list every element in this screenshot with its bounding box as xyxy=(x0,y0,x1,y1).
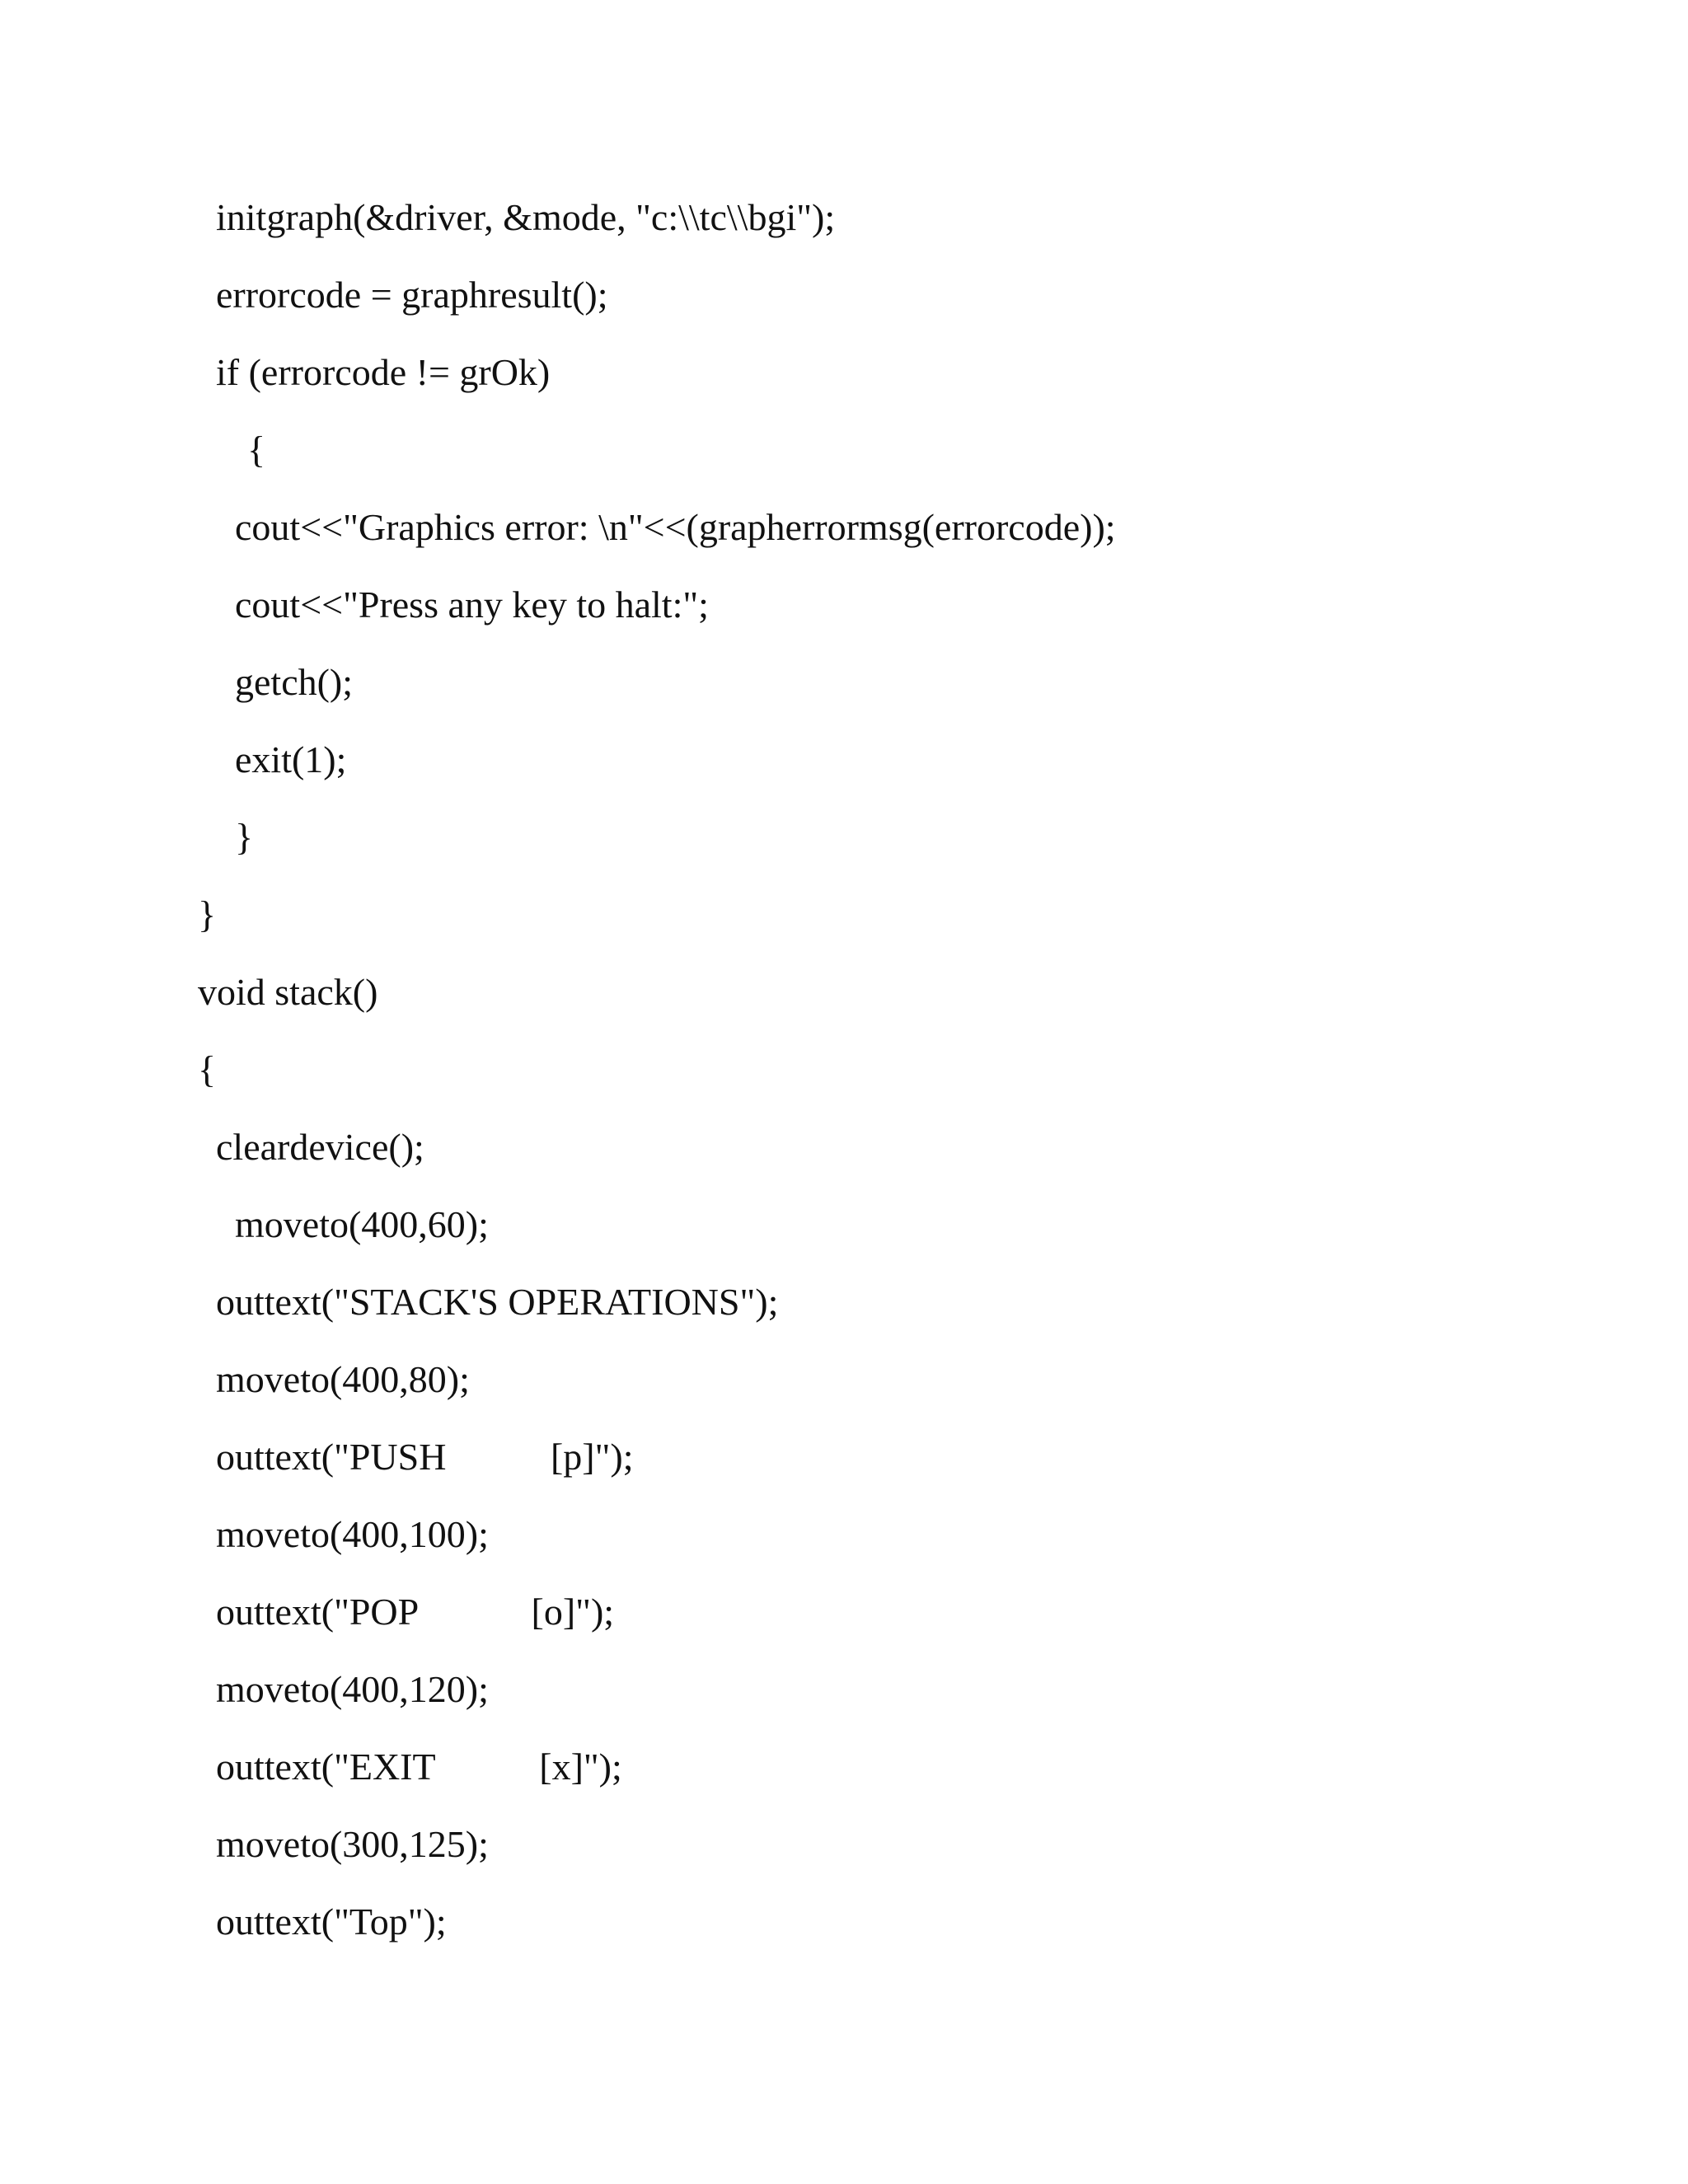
code-line-void-stack: void stack() xyxy=(198,971,378,1013)
code-line-if-check: if (errorcode != grOk) xyxy=(216,351,551,393)
code-line-close-brace: } xyxy=(198,893,217,935)
code-line-initgraph: initgraph(&driver, &mode, "c:\\tc\\bgi"); xyxy=(216,196,836,238)
code-line-errorcode: errorcode = graphresult(); xyxy=(216,274,608,316)
code-line-outtext-pop: outtext("POP [o]"); xyxy=(216,1591,615,1633)
code-line-outtext-title: outtext("STACK'S OPERATIONS"); xyxy=(216,1281,779,1323)
code-line-moveto: moveto(400,100); xyxy=(216,1513,489,1555)
code-line-moveto: moveto(400,60); xyxy=(235,1203,489,1245)
code-line-moveto: moveto(400,120); xyxy=(216,1668,489,1710)
code-line-outtext-push: outtext("PUSH [p]"); xyxy=(216,1436,634,1478)
code-line-moveto: moveto(300,125); xyxy=(216,1823,489,1865)
code-line-open-brace: { xyxy=(247,429,266,471)
code-line-moveto: moveto(400,80); xyxy=(216,1358,470,1400)
code-line-cleardevice: cleardevice(); xyxy=(216,1126,424,1168)
code-line-cout-error: cout<<"Graphics error: \n"<<(grapherrormsg(errorcode)); xyxy=(235,506,1116,548)
code-line-cout-halt: cout<<"Press any key to halt:"; xyxy=(235,583,709,626)
code-line-close-brace: } xyxy=(235,816,254,858)
code-line-exit: exit(1); xyxy=(235,738,347,780)
code-line-getch: getch(); xyxy=(235,661,354,703)
code-line-outtext-exit: outtext("EXIT [x]"); xyxy=(216,1746,622,1788)
code-line-outtext-top: outtext("Top"); xyxy=(216,1900,447,1943)
code-line-open-brace: { xyxy=(198,1048,217,1090)
